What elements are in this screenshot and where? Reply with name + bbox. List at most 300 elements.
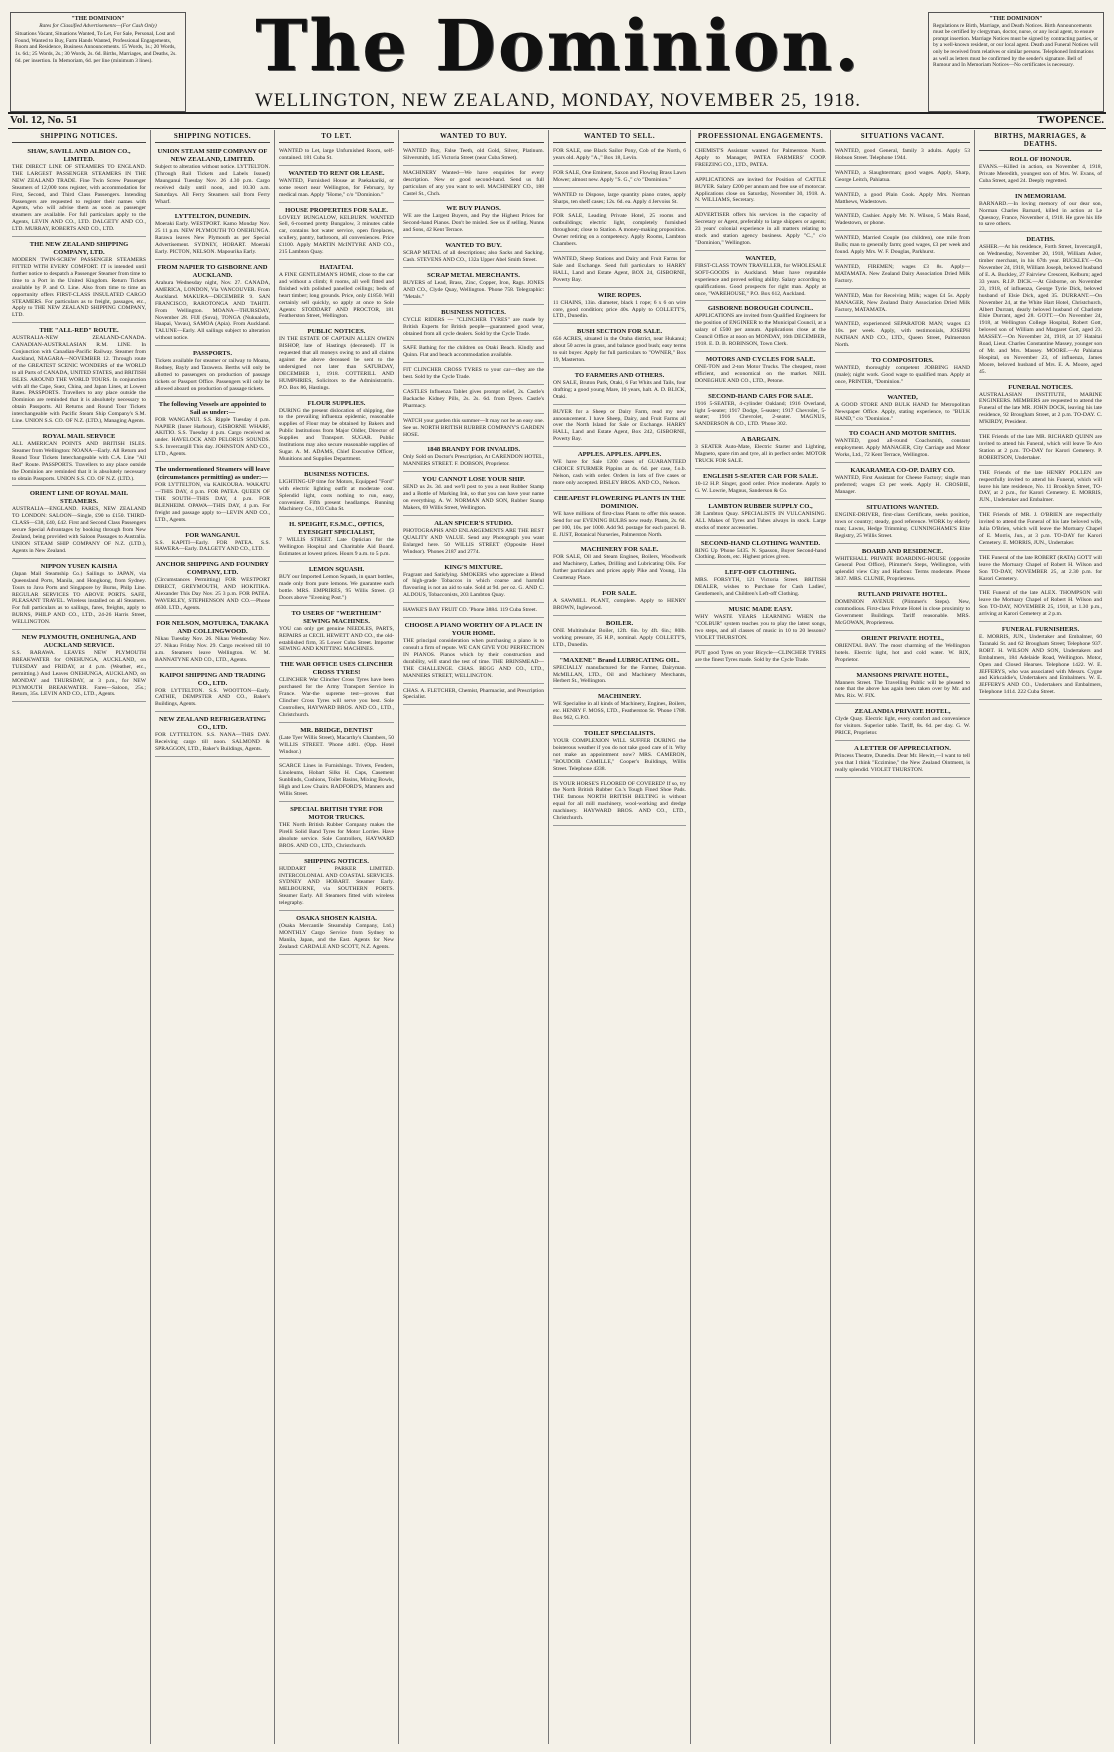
ad-heading: RUTLAND PRIVATE HOTEL. — [857, 591, 948, 599]
classified-ad — [155, 618, 270, 668]
right-ear-title: "THE DOMINION" — [989, 16, 1043, 22]
column-heading: PROFESSIONAL ENGAGEMENTS. — [695, 130, 826, 143]
classified-ad — [155, 262, 270, 346]
ad-heading: WANTED, — [887, 393, 918, 401]
ad-body: FOR LYTTELTON, via KAIKOURA. WAKATU—THIS DAY, 4 p.m. FOR PATEA. QUEEN OF THE SOUTH—THIS DAY, 4 p.m. FOR BLENHEIM. OPAWA—THIS DAY, 4 p.m. For freight and passage apply to—LEVIN AND CO., LTD., Agents. — [155, 482, 270, 523]
classified-ad — [155, 211, 270, 260]
classified-ad — [553, 146, 686, 166]
ad-body: WANTED to Dispose, large quantity piano crates, apply Sharps, ten shelf cases; 12s. 6d. ea. Apply 4 Jervoiss St. — [553, 191, 686, 205]
ad-heading: The following Vessels are appointed to Sail as under:— — [158, 400, 267, 416]
classified-ad — [155, 464, 270, 527]
classified-ad — [155, 530, 270, 558]
classified-ad — [695, 434, 826, 469]
ad-body: 10-12 H.P. Singer, good order. Price moderate. Apply to G. W. Lowrie, Magnus, Sanderson & Co. — [695, 481, 826, 494]
column-heading: BIRTHS, MARRIAGES, & DEATHS. — [979, 130, 1102, 151]
classified-ad — [695, 303, 826, 352]
ad-heading: WIRE ROPES. — [597, 291, 642, 299]
ad-heading: SECOND-HAND CARS FOR SALE. — [708, 392, 813, 400]
ad-body: WANTED, a good Plain Cook. Apply Mrs. Norman Matthews, Wadestown. — [835, 191, 970, 205]
classified-ad — [279, 205, 394, 260]
volume-number: Vol. 12, No. 51 — [10, 114, 78, 126]
classified-ad — [403, 605, 544, 618]
ad-heading: FROM NAPIER TO GISBORNE AND AUCKLAND. — [157, 263, 268, 279]
price: TWOPENCE. — [1037, 114, 1104, 126]
classified-ad — [155, 714, 270, 757]
ad-heading: KAKARAMEA CO-OP. DAIRY CO. — [850, 467, 955, 475]
left-ear-body: Situations Vacant, Situations Wanted, To Let, For Sale, Personal, Lost and Found, Wanted to Buy, Farm Hands Wanted, Professional Engagements, Room and Residence, Business Announcements. 15 Words, 1s.; 20 Words, 1s. 6d.; 25 Words, 2s.; 30 Words, 2s. 6d. Births, Marriages, and Deaths, 2s. 6d. per insertion. In Memoriam, 6d. per line (minimum 3 lines). — [15, 31, 177, 64]
column-8 — [975, 130, 1106, 1744]
ad-body: HAWKE'S BAY FRUIT CO. 'Phone 3884. 119 Cuba Street. — [403, 607, 538, 614]
ad-body: Tickets available for steamer or railway to Moana, Rodney, Bayly and Tarawera. Berths will only be allotted to passengers on production of passage tickets or Passport Office. Passengers will only be allowed aboard on production of passage tickets. — [155, 358, 270, 392]
ad-heading: TO COMPOSITORS. — [871, 357, 934, 365]
newspaper-page — [8, 6, 1106, 1746]
classified-ad — [553, 588, 686, 616]
ad-body: THE principal consideration when purchasing a piano is to consult a firm of repute. WE CAN GIVE YOU PERFECTION IN PIANOS. Pianos which by their construction and durability, will stand the test of time. THE BRINSMEAD—THE CHALLENGE. CHAS. BEGG AND CO., LTD., MANNERS STREET, WELLINGTON. — [403, 638, 544, 679]
classified-ad — [553, 728, 686, 777]
classified-ad — [553, 190, 686, 210]
ad-body: Arahura Wednesday night, Nov. 27. CANADA, AMERICA, LONDON, Via VANCOUVER. From Auckland. MAKURA—DECEMBER 9. SAN FRANCISCO, RAROTONGA AND TAHITI. From Wellington. MOANA—THURSDAY, November 28. FIJI (Suva), TONGA (Nukualofa, Haapai, Vavau), SAMOA (Apia). From Auckland. TALUNE—Early. All sailings subject to alteration without notice. — [155, 279, 270, 342]
ad-body: FOR LYTTELTON. S.S. WOOTTON—Early. CATHIE, DEMPSTER AND CO., Baker's Buildings, Agents. — [155, 687, 270, 708]
ad-body: ON SALE, Bruton Park, Otaki, 6 Fat Whits and Tails, four drafting; a good young Mare, 10 years, halt. A. D. BLICK, Otaki. — [553, 379, 686, 400]
classified-ad — [279, 146, 394, 166]
classified-ad — [835, 670, 970, 705]
ad-heading: HATAITAI. — [319, 263, 354, 271]
ad-body: Clyde Quay. Electric light, every comfort and convenience for visitors. Superior table. Tariff, 8s. 6d. per day. G. W. PRICE, Proprietor. — [835, 716, 970, 737]
classified-ad — [695, 210, 826, 251]
classified-ad — [835, 743, 970, 778]
ad-body: WANTED, good all-round Coachsmith, constant employment. Apply MANAGER, City Carriage and Motor Works, Ltd., 72 Kent Terrace, Wellington. — [835, 438, 970, 459]
ad-heading: THE NEW ZEALAND SHIPPING COMPANY, LTD. — [29, 241, 129, 257]
classified-ad — [835, 190, 970, 210]
ad-heading: WANTED TO RENT OR LEASE. — [288, 169, 385, 177]
ad-body: 11 CHAINS, 13in. diameter, black 1 rope; 6 x 6 on wire core, good condition; price 40s. Apply to COLLETT'S, LTD., Dunedin. — [553, 299, 686, 320]
ad-body: WANTED, Sheep Stations and Dairy and Fruit Farms for Sale and Exchange. Send full particulars to HARRY HALL, Land and Estate Agent, BOX 24, GISBORNE, Poverty Bay. — [553, 255, 686, 283]
ad-body: WANTED, Married Couple (no children), one mile from Bulls; man to generally farm; good wages, £3 per week and found. Apply Mrs. W. F. Douglas, Parkhurst. — [835, 235, 970, 256]
classified-ad — [279, 326, 394, 395]
ad-body: IN THE ESTATE OF CAPTAIN ALLEN OWEN BISHOP, late of Hastings (deceased). IT is requested that all moneys owing to and all claims against the above deceased be sent to the undersigned not later than SATURDAY, DECEMBER 1, 1918. COTTERILL AND HUMPHRIES, Solicitors to the Administratrix. P.O. Box 86, Hastings. — [279, 336, 394, 391]
ad-heading: ORIENT PRIVATE HOTEL, — [861, 634, 944, 642]
classified-ad — [979, 234, 1102, 379]
classified-ad — [279, 725, 394, 760]
ad-heading: LEFT-OFF CLOTHING. — [724, 569, 797, 577]
classified-ad — [403, 562, 544, 604]
column-heading: SHIPPING NOTICES. — [12, 130, 146, 143]
column-heading: SITUATIONS VACANT. — [835, 130, 970, 143]
ad-heading: The undermentioned Steamers will leave (circumstances permitting) as under:— — [155, 466, 270, 482]
columns-area — [8, 130, 1106, 1744]
classified-ad — [835, 633, 970, 668]
classified-ad — [835, 546, 970, 588]
ad-body: DOMINION AVENUE (Plimmer's Steps). New, commodious. First-class Private Hotel in close proximity to Government Buildings. Tariff reasonable. MRS. McGOWAN, Proprietress. — [835, 599, 970, 626]
classified-ad — [403, 444, 544, 472]
ad-body: FOR SALE, one Black Sailor Pony, Cob of the North, 6 years old. Apply "A.," Box 18, Levin. — [553, 148, 686, 161]
ad-body: S.S. KAPITI—Early. FOR PATEA. S.S. HAWERA—Early. DALGETY AND CO., LTD. — [155, 539, 270, 553]
ad-heading: UNION STEAM SHIP COMPANY OF NEW ZEALAND, LIMITED. — [157, 148, 268, 163]
ad-body: Manners Street. The Travelling Public will be pleased to note that the above has again been taken over by Mr. and Mrs. Rix. W. FIX. — [835, 679, 970, 700]
classified-ad — [12, 146, 146, 237]
classified-ad — [553, 655, 686, 690]
classified-ad — [403, 474, 544, 516]
ad-body: WANTED, thoroughly competent JOBBING HAND (male); night work. Good wage to qualified man. Apply at once, PRINTER, "Dominion." — [835, 365, 970, 385]
ad-body: BUY our Imported Lemon Squash, in quart bottles, made only from pure lemons. We guarantee each bottle. MRS. EMPRIRES, 95 Willis Street. (3 Doors above "Evening Post.") — [279, 574, 394, 601]
classified-ad — [835, 233, 970, 260]
ad-heading: PASSPORTS. — [192, 350, 233, 358]
ad-body: WANTED, Furnished House at Paekakariki, or some resort near Wellington, for February, by medical man. Apply "Home," c/o "Dominion." — [279, 177, 394, 198]
ad-body: ONE-TON and 2-ton Motor Trucks. The cheapest, most efficient, and economical on the market. NEIL DONEGHUE AND CO., LTD., Petone. — [695, 363, 826, 384]
classified-ad — [553, 544, 686, 586]
ad-body: ASHER.—At his residence, Forth Street, Invercargill, on Wednesday, November 20, 1918, William Asher, timber merchant, in his 67th year. BUCKLEY.—On November 24, 1918, William Joseph, beloved husband of E. A. Buckley, 27 Fairview Crescent, Kelburn; aged 33 years. R.I.P. DICK.—At Gisborne, on November 23, 1918, of influenza, George Tyrie Dick, beloved husband of Elsie Dick, aged 35. DURRANT.—On November 24, at the White Hart Hotel, Christchurch, Albert Durrant, dearly beloved husband of Charlotte Elsie Durrant, aged 28. GOTT.—On November 24, 1918, at Wellington College Hospital, Robert Gott, beloved son of William and Margaret Gott, aged 23. MASSEY.—On November 24, 1918, at 37 Hataitai Road, Lieut. Charles Constantine Massey, younger son of Mr. and Mrs. Massey. MOORE.—At Pahiatua Hospital, on November 23, of influenza, James Moore, beloved husband of Mrs. E. A. Moore, aged 45. — [979, 244, 1102, 375]
ad-heading: THE "ALL-RED" ROUTE. — [39, 327, 119, 335]
classified-ad — [403, 365, 544, 385]
ad-body: S.S. RARAWA. LEAVES NEW PLYMOUTH BREAKWATER for ONEHUNGA, AUCKLAND, on TUESDAY and FRIDAY, at 4 p.m. (Weather, etc., permitting.) And Leaves ONEHUNGA, AUCKLAND, on MONDAY and THURSDAY, at 3 p.m., for NEW PLYMOUTH BREAKWATER. Fares—Saloon, 25s.; Return, 35s. LEVIN AND CO., LTD., Agents. — [12, 650, 146, 698]
ad-heading: BOILER. — [605, 619, 634, 627]
ad-body: THE Funeral of the late ROBERT (RATA) GOTT will leave the Mortuary Chapel of Robert H. Wilson and Son TO-DAY, NOVEMBER 25, at 2.30 p.m. for Karori Cemetery. — [979, 554, 1102, 582]
ad-body: (Osaka Mercantile Steamship Company, Ltd.) MONTHLY Cargo Service from Sydney to Manila, Japan, and the East. Agents for New Zealand: CARDALE AND SCOTT, N.Z. Agents. — [279, 923, 394, 950]
ad-heading: ENGLISH 5-SEATER CAR FOR SALE. — [702, 473, 819, 480]
ad-heading: FUNERAL NOTICES. — [1008, 383, 1073, 391]
classified-ad — [979, 588, 1102, 622]
classified-ad — [695, 253, 826, 302]
ad-body: DURING the present dislocation of shipping, due to the prevailing influenza epidemic, reasonable supplies of Flour may be obtained by Bakers and Public Institutions from Major Oldler, Director of Supplies and Transport. SUGAR. Public Institutions may also secure reasonable supplies of Sugar. A. M. ADAMS, Chief Executive Officer, Munitions and Supplies Department. — [279, 407, 394, 462]
classified-ad — [279, 262, 394, 324]
classified-ad — [155, 670, 270, 713]
ad-heading: BUSINESS NOTICES. — [441, 308, 506, 316]
ad-heading: LAMBTON RUBBER SUPPLY CO., — [708, 502, 813, 510]
ad-body: SPECIALLY manufactured for the Farmer, Dairyman. McMILLAN, LTD., Oil and Machinery Merchants, Herbert St., Wellington. — [553, 664, 686, 685]
ad-heading: A BARGAIN. — [741, 436, 780, 444]
ad-body: WE have millions of first-class Plants to offer this season. Send for our EVENING BULBS now ready. Plants, 2s. 6d. per 100, 10s. per 1000. Add 9d. postage for each parcel. B. E. JUST, Botanical Nurseries, Palmerston North. — [553, 510, 686, 538]
ad-body: FOR SALE, Leading Private Hotel, 25 rooms and outbuildings; electric light, completely furnished throughout; close to Station. A money-making proposition. Owner retiring on a competency. Apply Rooms, Lambton Chambers. — [553, 213, 686, 248]
ad-body: ONE Multitubular Boiler, 12ft. 6in. by 4ft. 6in.; 80lb. working pressure, 35 H.P., nominal. Apply COLLETT'S, LTD., Dunedin. — [553, 627, 686, 648]
ad-heading: FUNERAL FURNISHERS. — [1001, 626, 1080, 634]
ad-body: ADVERTISER offers his services in the capacity of Secretary or Agent, preferably to large shippers or agents; 23 years' colonial experience in all matters relating to stock and station agency business. Apply "C.," c/o "Dominion," Wellington. — [695, 212, 826, 246]
column-5 — [549, 130, 691, 1744]
ad-body: (Japan Mail Steamship Co.) Sailings to JAPAN, via Queensland Ports, Manila, and Hongkong, from Sydney. Tours to Java Ports and Singapore by Burns, Philp Line. REGULAR SERVICES TO ABOVE PORTS. SAFE, PLEASANT TRAVEL. Wireless installed on all Steamers. For full particulars as to sailings, fares, freights, apply to BURNS, PHILP AND CO., LTD., 24-26 Harris Street, WELLINGTON. — [12, 570, 146, 626]
ad-heading: MACHINERY. — [598, 693, 641, 701]
classified-ad — [12, 239, 146, 323]
ad-body: 7 WILLIS STREET. Late Optician for the Wellington Hospital and Charitable Aid Board. Estimates at lowest prices. Hours 9 a.m. to 5 p.m. — [279, 537, 394, 558]
ad-heading: NEW ZEALAND REFRIGERATING CO., LTD. — [158, 716, 267, 732]
ad-heading: ROYAL MAIL SERVICE — [42, 433, 116, 440]
ad-body: IS YOUR HORSE'S FLOORED OF COVERED? If so, try the North British Rubber Co.'s Tough Fined Shoe Pads. THE famous NORTH BRITISH BELTING is without equal for all mill machinery, wool-working and dredge machinery. HAYWARD BROS. AND CO., LTD., Christchurch. — [553, 780, 686, 822]
classified-ad — [553, 691, 686, 726]
ad-body: LOVELY BUNGALOW, KELBURN. WANTED Sell, 6-roomed pretty Bungalow, 3 minutes cable car, contains hot water service, open fireplaces, scullery, pantry, bathroom, all conveniences. Price £1100. Apply MARTIN McINTYRE AND CO., 215 Lambton Quay. — [279, 214, 394, 256]
ad-body: THE Funeral of the late ALEX. THOMPSON will leave the Mortuary Chapel of Robert H. Wilson and Son TO-DAY, NOVEMBER 25, 1918, at 1.30 p.m., arriving at Karori Cemetery at 2 p.m. — [979, 590, 1102, 618]
classified-ad — [695, 471, 826, 499]
ad-body: SCARCE Lines in Furnishings. Trivets, Fenders, Linoleums, Hobart Silks H. Caps, Casement Sunblinds, Cushions, Toilet Basins, Mixing Bowls, High and Low Chairs. RADFORD'S, Manners and Willis Street. — [279, 763, 394, 798]
ad-body: CASTLES Influenza Tablet gives prompt relief, 2s. Castle's Backache Kidney Pills, 2s. 2s. 6d. from Dyers. Castle's Pharmacy. — [403, 389, 544, 409]
classified-ad — [12, 488, 146, 558]
ad-heading: MANSIONS PRIVATE HOTEL, — [856, 671, 949, 679]
left-ear-subtitle: Rates for Classified Advertisements—(For Cash Only) — [39, 22, 157, 29]
ad-heading: TOILET SPECIALISTS. — [583, 730, 656, 738]
classified-ad — [835, 706, 970, 741]
ad-body: EVANS.—Killed in action, on November 4, 1918, Private Meredith, youngest son of Mrs. W. Evans, of Cuba Street, aged 24. Deeply regretted. — [979, 164, 1102, 184]
classified-ad — [12, 561, 146, 630]
ad-body: WANTED, experienced SEPARATOR MAN; wages £3 10s. per week. Apply, with testimonials, JOSEPH NATHAN AND CO., LTD., Queen Street, Palmerston North. — [835, 321, 970, 349]
classified-ad — [695, 391, 826, 433]
ad-body: MACHINERY Wanted—We have enquiries for every description. New or good second-hand. Send us full particulars of any you want to sell. MACHINERY CO., 188 Castel St., Chch. — [403, 169, 544, 197]
classified-ad — [979, 191, 1102, 233]
classified-ad — [279, 469, 394, 518]
ad-body: MRS. FORSYTH, 121 Victoria Street. BRITISH DEALER, wishes to Purchase for Cash Ladies', Gentlemen's, and Children's Left-off Clothing. — [695, 577, 826, 598]
masthead — [8, 4, 1106, 126]
classified-ad — [695, 501, 826, 536]
volume-bar — [8, 112, 1106, 129]
ad-body: (Circumstances Permitting) FOR WESTPORT DIRECT, GREYMOUTH, AND HOKITIKA. Alexander This Day Nov. 25 3 p.m. FOR PATEA. WAVERLEY, STEPHENSON AND CO.—Phone 4630. LTD., Agents. — [155, 577, 270, 611]
ad-heading: TO USERS OF "WERTHEIM" SEWING MACHINES. — [291, 609, 382, 625]
ad-heading: FOR NELSON, MOTUEKA, TAKAKA AND COLLINGWOOD. — [156, 619, 269, 635]
classified-ad — [835, 168, 970, 188]
right-ear-regulations-box — [928, 12, 1104, 112]
classified-ad — [279, 856, 394, 911]
ad-body: A FINE GENTLEMAN'S HOME, close to the car and without a climb; 8 rooms, all well fitted and finished with polished panelled ceilings; beds of heart timber; long grounds. Price, only £1850. Will certainly sell quickly, so apply at once to Sole Agents: STODDART AND PROCTOR, 181 Featherston Street, Wellington. — [279, 271, 394, 320]
ad-body: E. MORRIS, JUN., Undertaker and Embalmer, 60 Taranaki St. and 62 Brougham Street; Telephone 937. ROBT. H. WILSON AND SON, Undertakers and Embalmers, 184 Adelaide Road, Wellington. Motor, Open and Closed Hearses. Telephone 1422. W. E. JEFFERYS, who was associated with Messrs. Cygne and Kirkcaldie's, Undertakers and Embalmers. W. E. JEFFERYS AND CO., Undertakers and Embalmers, Telephone 1414. 222 Cuba Street. — [979, 634, 1102, 696]
ad-heading: THE WAR OFFICE USES CLINCHER CROSS TYRES! — [280, 661, 393, 677]
classified-ad — [835, 291, 970, 318]
classified-ad — [979, 154, 1102, 189]
classified-ad — [695, 538, 826, 566]
ad-body: CLINCHER War Clincher Cross Tyres have been purchased for the Army Transport Service in France. War-the supreme test—proves that Clincher Cross Tyres will serve you best. Sole Controllers, HAYWARD BROS. AND CO., LTD., Christchurch. — [279, 677, 394, 718]
classified-ad — [403, 686, 544, 706]
classified-ad — [155, 559, 270, 616]
ad-heading: CHEAPEST FLOWERING PLANTS IN THE DOMINION. — [554, 494, 685, 510]
classified-ad — [695, 146, 826, 173]
ad-body: APPLICATIONS are invited from Qualified Engineers for the position of ENGINEER to the Municipal Council, at a salary of £500 per annum. Applications close at the Council Office at noon on MONDAY, 16th DECEMBER, 1918. E. D. B. ROBINSON, Town Clerk. — [695, 313, 826, 348]
ad-body: WE Specialise in all kinds of Machinery, Engines, Boilers, etc. HENRY F. MOSS, LTD., Featherston St. 'Phone 1788. Box 962, G.P.O. — [553, 701, 686, 722]
classified-ad — [403, 387, 544, 414]
classified-ad — [403, 168, 544, 202]
ad-body: WHY WASTE YEARS LEARNING WHEN the "COLBUR" system teaches you to play the latest songs, two steps, and all classes of music in 10 to 20 lessons? VIOLET THURSTON. — [695, 614, 826, 641]
classified-ad — [835, 319, 970, 353]
ad-heading: FOR WANGANUI. — [185, 531, 240, 539]
column-heading: TO LET. — [279, 130, 394, 143]
ad-body: Nikau Tuesday Nov. 26. Nikau Wednesday Nov. 27. Nikau Friday Nov. 29. Cargo received till 10 a.m. Steamers leave Wellington. W. M. BANNATYNE AND CO., LTD., Agents. — [155, 635, 270, 663]
classified-ad — [403, 146, 544, 166]
classified-ad — [12, 431, 146, 486]
classified-ad — [403, 620, 544, 683]
ad-body: WANTED, First Assistant for Cheese Factory; single man preferred; wages £3 per week. Apply H. CROSBIE, Manager. — [835, 475, 970, 495]
classified-ad — [155, 399, 270, 462]
ad-body: WANTED Buy, False Teeth, old Gold, Silver, Platinum. Silversmith, 145 Victoria Street (near Cuba Street). — [403, 148, 544, 161]
ad-body: FOR SALE, One Eminent, Saxon and Flowing Brass Lawn Mower; almost new. Apply "S. G.," c/o "Dominion." — [553, 169, 686, 183]
classified-ad — [403, 416, 544, 443]
classified-ad — [835, 146, 970, 166]
ad-body: 656 ACRES, situated in the Otaha district, near Hukanui; about 50 acres in grass, and balance good bush; easy terms to suit buyer. Apply for full particulars to "OWNER," Box 19, Masterton. — [553, 336, 686, 364]
ad-body: WANTED to Let, large Unfurnished Room, self-contained. 181 Cuba St. — [279, 148, 394, 161]
ad-heading: 1848 BRANDY FOR INVALIDS. — [426, 446, 521, 454]
ad-body: THE DIRECT LINE OF STEAMERS TO ENGLAND. THE LARGEST PASSENGER STEAMERS IN THE NEW ZEALAND TRADE. Fine Twin Screw Passenger Steamers of 12,000 tons register, with accommodation for First, Second, and Third Class Passengers. Intending Passengers are requested to register their names with Agents, who will advise them as soon as passenger steamers are available. For full particulars apply to the Agents, LEVIN AND CO., LTD. DALGETY AND CO., LTD. MURRAY, ROBERTS AND CO., LTD. — [12, 164, 146, 233]
classified-ad — [835, 211, 970, 231]
ad-heading: MR. BRIDGE, DENTIST — [300, 726, 373, 734]
ad-heading: WANTED TO BUY. — [445, 242, 502, 250]
classified-ad — [695, 604, 826, 646]
ad-body: AUSTRALASIAN INSTITUTE, MARINE ENGINEERS. MEMBERS are requested to attend the Funeral of the late MR. JOHN DOCK, leaving his late residence, 92 Brougham Street, at 2 p.m. TO-DAY. C. M'KIRDY, President. — [979, 391, 1102, 426]
ad-body: MODERN TWIN-SCREW PASSENGER STEAMERS FITTED WITH EVERY COMFORT. IT is intended until further notice to despatch a Passenger Steamer from time to time to a Port in the United Kingdom. Return Tickets available by P. and O. Line. Also from time to time an opportunity offers FIRST-CLASS INSULATED CARGO STEAMERS. For particulars as to freight, passages, etc., Apply to THE NEW ZEALAND SHIPPING COMPANY, LTD. — [12, 257, 146, 319]
ad-body: PHOTOGRAPHS AND ENLARGEMENTS ARE THE BEST QUALITY AND VALUE. Send any Photograph you want Enlarged here. 50 WILLIS STREET (Opposite Hotel Windsor). 'Phones 2187 and 2774. — [403, 527, 544, 555]
ad-heading: SCRAP METAL MERCHANTS. — [427, 271, 520, 279]
classified-ad — [979, 432, 1102, 466]
ad-body: 1916 5-SEATER, 4-cylinder Oakland; 1916 Overland, light 5-seater; 1917 Dodge, 5-seater; 1917 Chevrolet, 5-seater; 1916 Chevrolet, 2-seater. MAGNUS, SANDERSON & CO., LTD. 'Phone 302. — [695, 400, 826, 428]
ad-body: 3 SEATER Auto-Mate, Electric Starter and Lighting, Magneto, spare rim and tyre, all in perfect order. MOTOR TRUCK FOR SALE. — [695, 444, 826, 465]
ad-body: BUYER for a Sheep or Dairy Farm, read my new announcement. I have Sheep, Dairy, and Fruit Farms all over the North Island for Sale or Exchange. HARRY HALL, Land and Estate Agent, Box 242, GISBORNE, Poverty Bay. — [553, 408, 686, 443]
ad-heading: ALAN SPICER'S STUDIO. — [434, 519, 513, 527]
ad-body: ALL AMERICAN POINTS AND BRITISH ISLES. Steamer from Wellington: NOANA—Early. All Return and Round Tour Tickets Interchangeable with C.A. Line "All Red" Route. PASSPORTS. Travellers to any place outside the Dominion are reminded that it is absolutely necessary to obtain Passports. UNION S.S. CO. OF N.Z. (LTD.). — [12, 441, 146, 482]
ad-heading: SHAW, SAVILL AND ALBION CO., LIMITED. — [27, 148, 131, 163]
classified-ad — [835, 428, 970, 463]
classified-ad — [979, 624, 1102, 700]
ad-body: LIGHTING-UP time for Motors, Equipped "Ford" with electric lighting outfit at moderate cost. Splendid light, costs nothing to run, easy, convenient. Fifth present headlamps. Running Machinery Co., 103 Cuba St. — [279, 478, 394, 513]
ad-body: SAFE Bathing for the children on Otaki Beach. Kindly and Quinn. Flat and beach accommodation available. — [403, 345, 544, 359]
ad-body: WE are the Largest Buyers, and Pay the Highest Prices for Second-hand Pianos. Don't be misled. See us if selling. Nunns and Sons, 42 Kent Terrace. — [403, 213, 544, 234]
column-3 — [275, 130, 399, 1744]
ad-heading: H. SPEIGHT, F.S.M.C., OPTICS, EYESIGHT SPECIALIST, — [289, 521, 384, 537]
classified-ad — [553, 407, 686, 448]
ad-body: YOUR COMPLEXION WILL SUFFER DURING the boisterous weather if you do not take good care of it. Why not make an appointment now? MRS. CAMERON, "BOUDOIR CAMILLE," Cooper's Buildings, Willis Street. Telephone 4338. — [553, 738, 686, 772]
ad-heading: NIPPON YUSEN KAISHA — [40, 562, 118, 570]
ad-heading: OSAKA SHOSEN KAISHA. — [296, 915, 377, 923]
classified-ad — [979, 468, 1102, 509]
ad-heading: DEATHS. — [1026, 236, 1055, 244]
ad-body: WHITEHALL PRIVATE BOARDING-HOUSE (opposite General Post Office), Plimmer's Steps, Wellington, with splendid view City and Harbour. Terms moderate. Phone 3837. MRS. CLUNIE, Proprietress. — [835, 555, 970, 583]
classified-ad — [403, 343, 544, 363]
ad-body: CHAS. A. FLETCHER, Chemist, Pharmacist, and Prescription Specialist. — [403, 687, 544, 701]
classified-ad — [553, 254, 686, 288]
ad-body: A GOOD STORE AND BULK HAND for Metropolitan Newspaper Office. Apply, stating experience, to "BULK HAND," c/o "Dominion." — [835, 401, 970, 422]
ad-heading: WE BUY PIANOS. — [446, 205, 501, 213]
classified-ad — [835, 355, 970, 390]
column-heading: WANTED TO SELL. — [553, 130, 686, 143]
ad-body: ENGINE-DRIVER, first-class Certificate, seeks position, town or country; steady, good reference. WORK by elderly man; Lawns, Hedge Trimming. CUNNINGHAME'S Elite Registry, 25 Willis Street. — [835, 511, 970, 539]
ad-body: WANTED, Man for Receiving Milk; wages £4 5s. Apply MANAGER, New Zealand Dairy Association Dried Milk Factory, MATAMATA. — [835, 292, 970, 313]
classified-ad — [403, 270, 544, 305]
classified-ad — [279, 804, 394, 854]
classified-ad — [279, 913, 394, 955]
ad-heading: LEMON SQUASH. — [308, 566, 365, 574]
ad-heading: WANTED, — [745, 254, 776, 262]
classified-ad — [279, 168, 394, 203]
ad-heading: YOU CANNOT LOSE YOUR SHIP. — [422, 476, 525, 484]
ad-heading: TO COACH AND MOTOR SMITHS. — [848, 430, 957, 438]
classified-ad — [403, 518, 544, 560]
ad-body: CHEMIST'S Assistant wanted for Palmerston North. Apply to Manager, PATEA FARMERS' COOP. FREEZING CO., LTD., PATEA. — [695, 148, 826, 168]
ad-heading: NEW PLYMOUTH, ONEHUNGA, AND AUCKLAND SERVICE. — [21, 634, 137, 650]
ad-heading: ANCHOR SHIPPING AND FOUNDRY COMPANY, LTD. — [156, 561, 269, 577]
right-ear-body: Regulations re Birth, Marriage, and Death Notices. Birth Announcements must be certified by clergyman, doctor, nurse, or any local agent, to ensure prompt insertion. Marriage Notices must be signed by contracting parties, or by a well-known resident, or our local agent. Death and Funeral Notices will only be received from relatives or similar persons. Telephoned Intimations as well as letters must be confirmed by the sender's signature. Bell of Rumour and In Memoriam Notices—No certificates is necessary. — [933, 22, 1099, 69]
classified-ad — [553, 168, 686, 188]
ad-body: WANTED, FIREMEN; wages £3 8s. Apply—MATAMATA. New Zealand Dairy Association Dried Milk Factory. — [835, 263, 970, 284]
ad-heading: SPECIAL BRITISH TYRE FOR MOTOR TRUCKS. — [290, 806, 383, 821]
ad-body: YOU can only get genuine NEEDLES, PARTS, REPAIRS at CECIL HEWETT AND CO., the old-established firm, 35 Lower Cuba Street. Importer SEWING AND KNITTING MACHINES. — [279, 625, 394, 653]
classified-ad — [12, 325, 146, 429]
classified-ad — [279, 761, 394, 802]
ad-heading: PUBLIC NOTICES. — [307, 328, 366, 336]
classified-ad — [835, 392, 970, 427]
ad-body: WANTED, Cashier. Apply Mr. N. Wilson, 5 Main Road, Wadestown, or phone. — [835, 213, 970, 227]
classified-ad — [553, 779, 686, 826]
ad-heading: "MAXENE" Brand LUBRICATING OIL. — [559, 656, 680, 664]
ad-heading: IN MEMORIAM. — [1015, 192, 1066, 200]
column-1 — [8, 130, 151, 1744]
ad-body: BUYERS of Lead, Brass, Zinc, Copper, Iron, Rags. JONES AND CO., Clyde Quay, Wellington. 'Phone 758. Telegraphic: "Metals." — [403, 279, 544, 300]
ad-heading: ZEALANDIA PRIVATE HOTEL, — [854, 708, 951, 716]
ad-body: HUDDART - PARKER LIMITED. INTERCOLONIAL AND COASTAL SERVICES. SYDNEY AND HOBART. Steamer Early. MELBOURNE, via SOUTHERN PORTS. Steamer Early. All Steamers fitted with wireless telegraphy. — [279, 865, 394, 907]
classified-ad — [553, 618, 686, 653]
ad-body: PUT good Tyres on your Bicycle—CLINCHER TYRES are the finest Tyres made. Sold by the Cycle Trade. — [695, 649, 826, 663]
ad-body: THE Friends of the late MR. RICHARD QUINN are invited to attend his Funeral, which will leave Te Aro Station at 2 p.m. TO-DAY for Karori Cemetery. P. ROBERTSON, Undertaker. — [979, 434, 1102, 461]
ad-body: RING Up 'Phone 5435. N. Spasson, Buyer Second-hand Clothing. Boots, etc. Highest prices given. — [695, 547, 826, 561]
classified-ad — [835, 465, 970, 500]
ad-heading: TO FARMERS AND OTHERS. — [574, 371, 665, 379]
ad-body: SCRAP METAL of all descriptions; also Sacks and Sacking. Cash. STEVENS AND CO., 132a Upper Abel Smith Street. — [403, 250, 544, 264]
ad-body: FOR LYTTELTON. S.S. NANA—THIS DAY. Receiving cargo till noon. SALMOND & SPRAGGON, LTD., Baker's Buildings, Agents. — [155, 732, 270, 753]
ad-body: THE Friends of MR. J. O'BRIEN are respectfully invited to attend the Funeral of his late beloved wife, Julia O'Brien, which will leave the Mortuary Chapel of E. Morris, Jun., at 3 p.m. TO-DAY for Karori Cemetery. E. MORRIS, JUN., Undertaker. — [979, 512, 1102, 546]
ad-body: Subject to alteration without notice. LYTTELTON. (Through Rail Tickets and Labels Issued) Maunganui Tuesday Nov. 26 4.30 p.m. Cargo received daily until noon, and 10.30 a.m. Saturdays. All Ferry Steamers sail from Ferry Wharf. — [155, 164, 270, 205]
ad-body: FOR SALE, Oil and Steam Engines, Boilers, Woodwork and Machinery, Lathes, Drilling and Lubricating Oils. For further particulars and prices apply Pike and Young, 13a Courtenay Place. — [553, 554, 686, 582]
ad-heading: BUSINESS NOTICES. — [304, 470, 369, 478]
ad-heading: LYTTELTON, DUNEDIN. — [174, 213, 251, 221]
ad-heading: GISBORNE BOROUGH COUNCIL. — [707, 305, 814, 313]
ad-body: FIT CLINCHER CROSS TYRES to your car—they are the best. Sold by the Cycle Trade. — [403, 367, 544, 381]
ad-heading: MOTORS AND CYCLES FOR SALE. — [705, 355, 816, 363]
classified-ad — [695, 567, 826, 602]
classified-ad — [403, 203, 544, 238]
left-ear-title: "THE DOMINION" — [71, 16, 125, 22]
classified-ad — [279, 608, 394, 658]
ad-heading: FLOUR SUPPLIES. — [307, 399, 366, 407]
ad-heading: APPLES. APPLES. APPLES. — [577, 451, 662, 459]
ad-heading: CHOOSE A PIANO WORTHY OF A PLACE IN YOUR HOME. — [404, 622, 543, 638]
classified-ad — [695, 648, 826, 668]
classified-ad — [279, 564, 394, 606]
ad-heading: FOR SALE. — [602, 590, 637, 598]
classified-ad — [695, 175, 826, 209]
column-4 — [399, 130, 549, 1744]
classified-ad — [553, 449, 686, 491]
ad-body: 38 Lambton Quay. SPECIALISTS IN VULCANISING. ALL Makes of Tyres and Tubes always in stock. Large stocks of motor accessories. — [695, 510, 826, 531]
ad-body: FIRST-CLASS TOWN TRAVELLER, for WHOLESALE SOFT-GOODS in Auckland. Must have reputable experience and proved selling ability. Salary according to qualifications. Good prospects for right man. Apply at once, "WAREHOUSE," P.O. Box 612, Auckland. — [695, 262, 826, 297]
ad-heading: ROLL OF HONOUR. — [1009, 156, 1072, 163]
classified-ad — [403, 307, 544, 342]
ad-body: THE North British Rubber Company makes the Pirelli Solid Band Tyres for Motor Lorries. Have absolute service. Sole Controllers, HAYWARD BROS. AND CO., LTD., Christchurch. — [279, 822, 394, 849]
classified-ad — [695, 354, 826, 389]
ad-heading: SITUATIONS WANTED. — [866, 503, 939, 511]
classified-ad — [835, 589, 970, 631]
ad-body: BARNARD.—In loving memory of our dear son, Norman Charles Barnard, killed in action at Le Quesnoy, France, November 4, 1918. He gave his life to save others. — [979, 200, 1102, 228]
ad-heading: HOUSE PROPERTIES FOR SALE. — [285, 206, 388, 214]
ad-body: WE have for Sale 1200 cases of GUARANTEED CHOICE STURMER Pippins at 4s. 6d. per case, f.o.b. Nelson, cash with order. Orders in lots of five cases or more only accepted. BISLEY BROS. AND CO., Nelson. — [553, 459, 686, 486]
ad-heading: MUSIC MADE EASY. — [728, 606, 793, 614]
classified-ad — [279, 519, 394, 562]
classified-ad — [155, 146, 270, 209]
ad-heading: ORIENT LINE OF ROYAL MAIL STEAMERS. — [29, 490, 129, 506]
ad-body: FOR WANGANUI. S.S. Ripple Tuesday 4 p.m. NAPIER (Inner Harbour), GISBORNE WHARF, AKITIO. S.S. Tuesday 4 p.m. Cargo received as under. HAVELOCK AND PELORUS SOUNDS. S.S. Invercargill This day. JOHNSTON AND CO., LTD., Agents. — [155, 416, 270, 458]
classified-ad — [835, 262, 970, 289]
column-7 — [831, 130, 975, 1744]
classified-ad — [553, 290, 686, 325]
newspaper-title: The Dominion. — [255, 4, 861, 87]
ad-body: (Late Tyer Willis Street), Macarthy's Chambers, 50 WILLIS STREET. 'Phone 4481. (Opp. Hotel Windsor.) — [279, 734, 394, 755]
ad-body: Only Sold on Doctor's Prescription, At CARENDON HOTEL, MANNERS STREET. F. DOBSON, Proprietor. — [403, 454, 544, 468]
ad-heading: KING'S MIXTURE. — [444, 563, 503, 571]
column-2 — [151, 130, 275, 1744]
ad-body: Moeraki Early. WESTPORT. Kamo Monday Nov. 25 11 p.m. NEW PLYMOUTH TO ONEHUNGA. Rarawa leaves New Plymouth as per Special Advertisement. SYDNEY, HOBART. Moeraki Early. PICTON, NELSON. Mapourika Early. — [155, 221, 270, 256]
ad-body: APPLICATIONS are invited for Position of CATTLE BUYER. Salary £200 per annum and free use of motorcar. Applications close on Saturday, November 30, 1918. A. N. WILLIAMS, Secretary. — [695, 176, 826, 204]
ad-body: WATCH your garden this summer—It may not be an easy one. See us. NORTH BRITISH RUBBER COMPANY'S GARDEN HOSE. — [403, 417, 544, 438]
classified-ad — [553, 370, 686, 405]
ad-body: WANTED, good General, family 3 adults. Apply 53 Hobson Street. Telephone 1944. — [835, 148, 970, 161]
ad-heading: SECOND-HAND CLOTHING WANTED. — [700, 539, 821, 547]
